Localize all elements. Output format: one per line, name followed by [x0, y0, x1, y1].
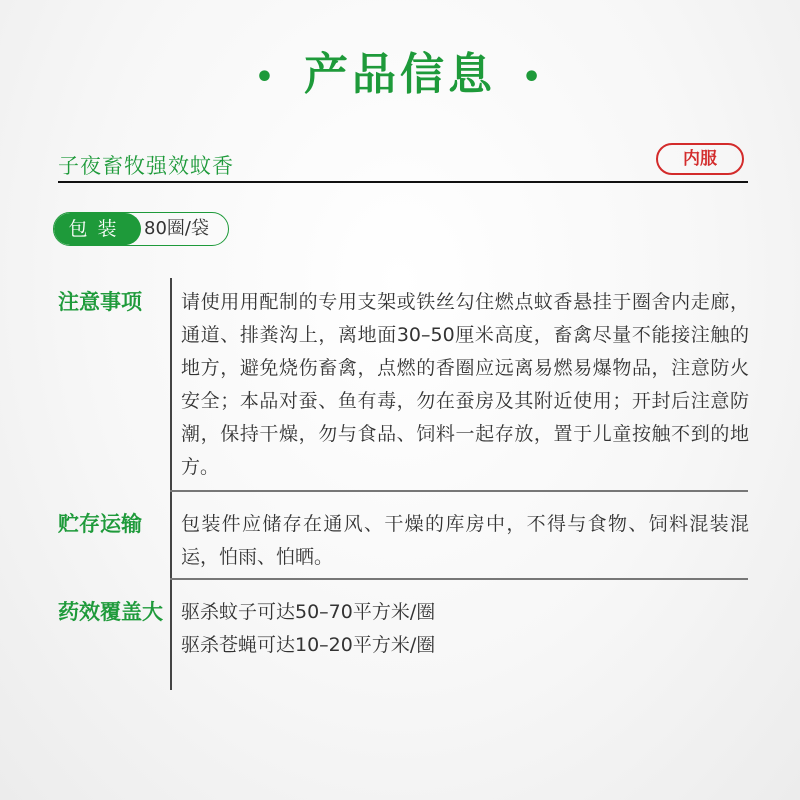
section-title: 药效覆盖大: [58, 600, 163, 624]
product-row: [58, 143, 748, 183]
package-label: 包装: [54, 213, 141, 245]
package-value: 80圈/袋: [144, 218, 209, 239]
page-title-text: 产品信息: [304, 49, 496, 100]
table-divider-vertical: [170, 278, 172, 690]
package-pill: [53, 212, 229, 246]
coverage-line: 驱杀苍蝇可达10–20平方米/圈: [181, 634, 436, 656]
section-body: 包装件应储存在通风、干燥的库房中，不得与食物、饲料混装混运，怕雨、怕晒。: [181, 513, 749, 568]
section-body: 请使用用配制的专用支架或铁丝勾住燃点蚊香悬挂于圈舍内走廊，通道、排粪沟上，离地面30–50厘米高度，畜禽尽量不能接注触的地方，避免烧伤畜禽，点燃的香圈应远离易燃易爆物品，注意防火安全；本品对蚕、鱼有毒，勿在蚕房及其附近使用；开封后注意防潮，保持干燥，勿与食品、饲料一起存放，置于儿童按触不到的地方。: [181, 291, 749, 478]
section-title: 贮存运输: [58, 512, 142, 536]
title-dot-right: •: [522, 59, 546, 95]
section-title: 注意事项: [58, 290, 142, 314]
page-title: [0, 38, 800, 102]
coverage-line: 驱杀蚊子可达50–70平方米/圈: [181, 601, 436, 623]
section-body: [181, 596, 749, 662]
title-dot-left: •: [254, 59, 278, 95]
section-divider: [170, 490, 748, 492]
section-divider: [170, 578, 748, 580]
product-name: 子夜畜牧强效蚊香: [58, 154, 234, 178]
usage-badge: 内服: [656, 143, 744, 175]
